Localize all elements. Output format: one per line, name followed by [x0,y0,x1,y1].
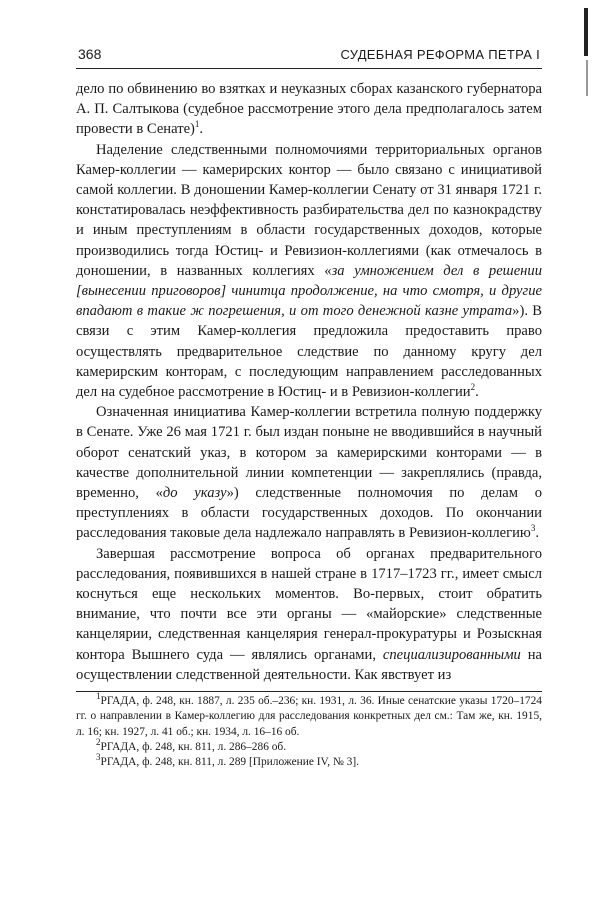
page-number: 368 [78,46,102,62]
footnote-text-2: РГАДА, ф. 248, кн. 811, л. 286–286 об. [100,740,287,753]
main-text [76,79,542,685]
footnote-ref-1[interactable]: 1 [194,119,200,130]
paragraph-4-emphasis: специализированными [382,646,521,663]
paragraph-3 [76,402,542,543]
footnotes [76,691,542,770]
paragraph-2-text-b: »). В связи с этим Камер-коллегия предложила предоставить право осуществлять предварительное следствие по данному кругу дел камерирским конторам, с последующим направлением расследованных дел на судебное рассмотрение в Юстиц- и в Ревизион-коллегии [76,303,543,401]
paragraph-1-text: дело по обвинению во взятках и неуказных сборах казанского губернатора А. П. Салтыкова (судебное рассмотрение этого дела предполагалось затем провести в Сенате) [76,81,542,138]
footnote-text-3: РГАДА, ф. 248, кн. 811, л. 289 [Приложение IV, № 3]. [100,755,360,768]
footnote-3 [76,752,542,770]
footnote-text-1: РГАДА, ф. 248, кн. 1887, л. 235 об.–236; кн. 1931, л. 36. Иные сенатские указы 1720–1724 гг. о направлении в Камер-коллегию для расследования конкретных дел см.: Там же, кн. 1915, л. 16; кн. 1927, л. 41 об.; кн. 1934, л. 16–16 об. [76,695,542,738]
footnote-2 [76,736,542,755]
footnote-mark-1: 1 [96,691,101,702]
footnote-ref-2[interactable]: 2 [470,382,476,393]
paragraph-4-text-a: Завершая рассмотрение вопроса об органах предварительного расследования, появившихся в нашей стране в 1717–1723 гг., имеет смысл коснуться еще нескольких моментов. Во-первых, стоит обратить внимание, что почти все эти органы — «майорские» следственные канцелярии, следственная канцелярия генерал-прокуратуры и Розыскная контора Вышнего суда — являлись органами, [76,545,542,663]
paragraph-2-quote: за умножением дел в решении [вынесении приговоров] чинитца продолжение, на что смотря, и другие впадают в такие ж погрешения, и от того денежной казне утрата [76,262,543,320]
paragraph-3-text-a: Означенная инициатива Камер-коллегии встретила полную поддержку в Сенате. Уже 26 мая 1721 г. был издан поныне не вводившийся в научный оборот сенатский указ, в котором за камерирскими конторами — в качестве дополнительной линии компетенции — закреплялись (правда, временно, « [76,404,542,502]
paragraph-1-end: . [199,121,204,138]
page-edge-shadow [586,60,588,96]
paragraph-4 [76,544,542,685]
paragraph-2-end: . [475,384,479,401]
running-title: СУДЕБНАЯ РЕФОРМА ПЕТРА I [340,47,540,62]
footnote-ref-3[interactable]: 3 [530,523,536,534]
footnote-rule [76,691,542,692]
footnote-1 [76,691,542,740]
paragraph-2 [76,140,542,403]
footnote-mark-3: 3 [96,752,101,763]
paragraph-2-text-a: Наделение следственными полномочиями территориальных органов Камер-коллегии — камерирских контор — было связано с инициативой самой коллегии. В доношении Камер-коллегии Сенату от 31 января 1721 г. констатировалась неэффективность разбирательства дел по казнокрадству и иным преступлениям в области государственных доходов, которые производились тогда Юстиц- и Ревизион-коллегиями (как отмечалось в доношении, в названных коллегиях « [76,141,542,279]
paragraph-4-text-b: на осуществлении следственной деятельности. Как явствует из [76,646,542,683]
book-page [76,46,542,770]
paragraph-3-text-b: ») следственные полномочия по делам о преступлениях в области государственных доходов. По окончании расследования таковые дела надлежало направлять в Ревизион-коллегию [76,485,542,542]
paragraph-1 [76,79,542,140]
footnote-mark-2: 2 [96,736,101,747]
running-header [76,46,542,69]
paragraph-3-end: . [535,525,539,542]
page-edge-mark [584,8,588,56]
paragraph-3-quote: до указу [162,485,227,502]
